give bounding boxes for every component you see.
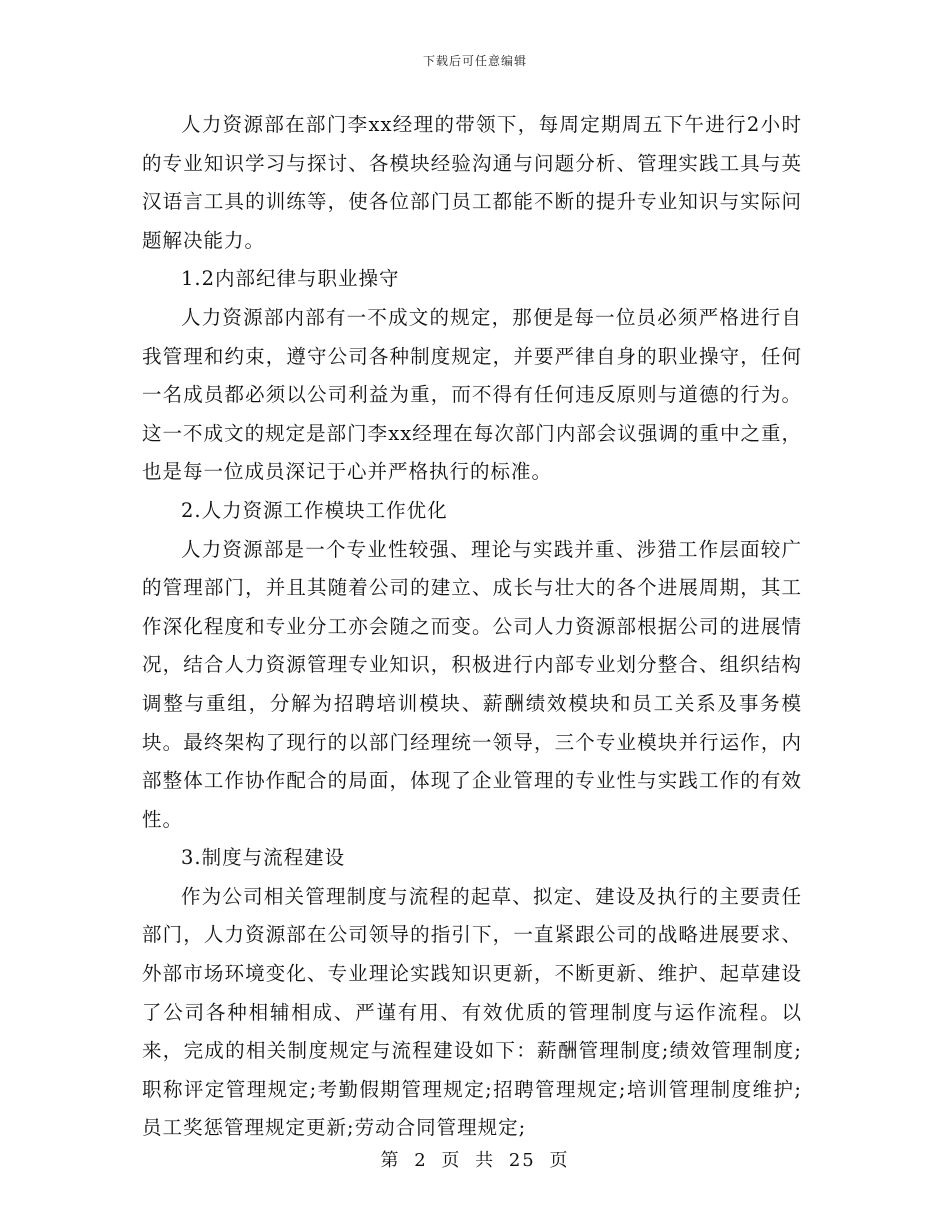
section-heading-discipline: 1.2内部纪律与职业操守	[181, 267, 400, 291]
page-header-note: 下载后可任意编辑	[422, 54, 527, 68]
document-body	[142, 106, 802, 1148]
section-heading-system-process: 3.制度与流程建设	[181, 846, 346, 870]
paragraph-discipline: 人力资源部内部有一不成文的规定，那便是每一位员必须严格进行自我管理和约束，遵守公司各种制度规定，并要严律自身的职业操守，任何一名成员都必须以公司利益为重，而不得有任何违反原则与道德的行为。这一不成文的规定是部门李xx经理在每次部门内部会议强调的重中之重，也是每一位成员深记于心并严格执行的标准。	[142, 305, 802, 484]
paragraph-system-process: 作为公司相关管理制度与流程的起草、拟定、建设及执行的主要责任部门，人力资源部在公司领导的指引下，一直紧跟公司的战略进展要求、外部市场环境变化、专业理论实践知识更新，不断更新、维护、起草建设了公司各种相辅相成、严谨有用、有效优质的管理制度与运作流程。以来，完成的相关制度规定与流程建设如下：薪酬管理制度;绩效管理制度;职称评定管理规定;考勤假期管理规定;招聘管理规定;培训管理制度维护;员工奖惩管理规定更新;劳动合同管理规定;	[142, 884, 802, 1140]
section-heading-module-optimization: 2.人力资源工作模块工作优化	[181, 498, 448, 522]
paragraph-study-training: 人力资源部在部门李xx经理的带领下，每周定期周五下午进行2小时的专业知识学习与探讨、各模块经验沟通与问题分析、管理实践工具与英汉语言工具的训练等，使各位部门员工都能不断的提升专业知识与实际问题解决能力。	[142, 113, 802, 252]
paragraph-module-optimization: 人力资源部是一个专业性较强、理论与实践并重、涉猎工作层面较广的管理部门，并且其随着公司的建立、成长与壮大的各个进展周期，其工作深化程度和专业分工亦会随之而变。公司人力资源部根据公司的进展情况，结合人力资源管理专业知识，积极进行内部专业划分整合、组织结构调整与重组，分解为招聘培训模块、薪酬绩效模块和员工关系及事务模块。最终架构了现行的以部门经理统一领导，三个专业模块并行运作，内部整体工作协作配合的局面，体现了企业管理的专业性与实践工作的有效性。	[142, 537, 802, 831]
page-number-indicator: 第 2 页 共 25 页	[380, 1150, 570, 1171]
